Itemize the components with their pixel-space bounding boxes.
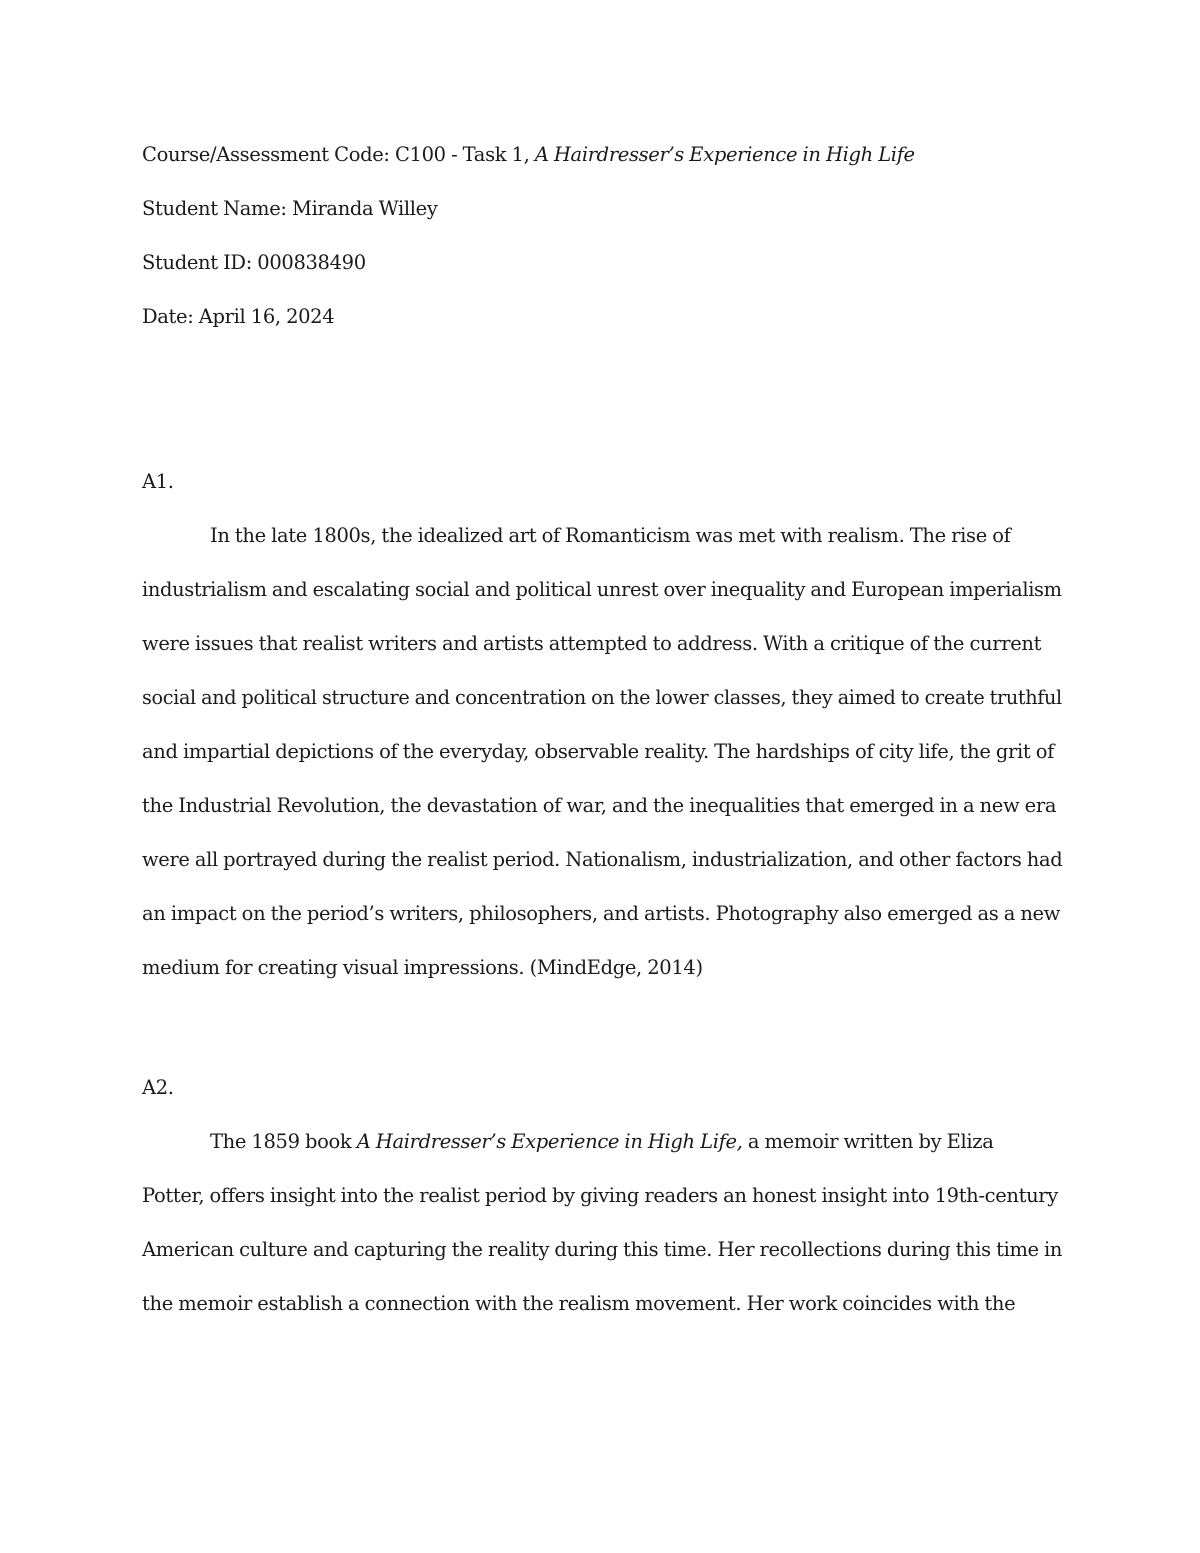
a1-line-8: an impact on the period’s writers, philosophers, and artists. Photography also emerged as a new: [142, 902, 1061, 925]
header-block: [142, 128, 1062, 344]
section-a1-heading: A1.: [142, 470, 174, 493]
a1-line-1: In the late 1800s, the idealized art of Romanticism was met with realism. The rise of: [210, 524, 1011, 547]
a1-line-4: social and political structure and concentration on the lower classes, they aimed to create truthful: [142, 686, 1062, 709]
a2-book-title: A Hairdresser’s Experience in High Life,: [356, 1130, 743, 1153]
section-a1: [142, 455, 1062, 995]
a2-line-1: [142, 1115, 1062, 1169]
a1-line-7: were all portrayed during the realist period. Nationalism, industrialization, and other factors had: [142, 848, 1063, 871]
a2-line-1-before: The 1859 book: [210, 1130, 357, 1153]
a2-line-2: Potter, offers insight into the realist period by giving readers an honest insight into 19th-century: [142, 1184, 1058, 1207]
a1-line-3: were issues that realist writers and artists attempted to address. With a critique of the current: [142, 632, 1042, 655]
course-title: A Hairdresser’s Experience in High Life: [534, 143, 915, 166]
a1-line-2: industrialism and escalating social and political unrest over inequality and European imperialism: [142, 578, 1062, 601]
a1-line-9: medium for creating visual impressions. (MindEdge, 2014): [142, 956, 703, 979]
a2-line-1-after: a memoir written by Eliza: [742, 1130, 994, 1153]
student-id: Student ID: 000838490: [142, 251, 366, 274]
section-a2-heading: A2.: [142, 1076, 174, 1099]
a2-line-3: American culture and capturing the reality during this time. Her recollections during this time in: [142, 1238, 1063, 1261]
a1-line-6: the Industrial Revolution, the devastation of war, and the inequalities that emerged in a new era: [142, 794, 1057, 817]
date-line: Date: April 16, 2024: [142, 305, 335, 328]
course-line: [142, 128, 1062, 182]
course-label: Course/Assessment Code: C100 - Task 1,: [142, 143, 535, 166]
student-name: Student Name: Miranda Willey: [142, 197, 438, 220]
section-a2: [142, 1061, 1062, 1331]
a1-line-5: and impartial depictions of the everyday, observable reality. The hardships of city life, the grit of: [142, 740, 1054, 763]
a2-line-4: the memoir establish a connection with the realism movement. Her work coincides with the: [142, 1292, 1016, 1315]
